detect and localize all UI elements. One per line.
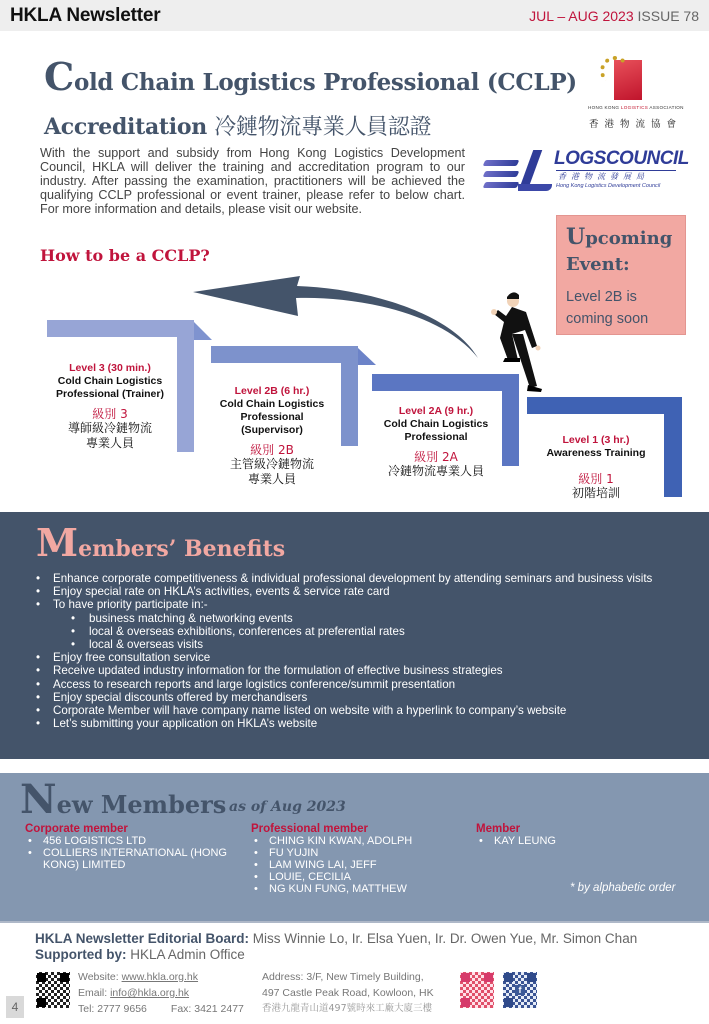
hkla-logo-english: HONG KONG LOGISTICS ASSOCIATION bbox=[588, 105, 684, 110]
telephone: Tel: 2777 9656 bbox=[78, 1003, 147, 1015]
facebook-qr-code-icon[interactable] bbox=[503, 972, 537, 1008]
upcoming-event-title: Upcoming Event: bbox=[566, 224, 673, 275]
list-item: • local & overseas visits bbox=[34, 638, 674, 651]
list-item: • FU YUJIN bbox=[251, 847, 461, 859]
new-members-as-of: as of Aug 2023 bbox=[229, 799, 346, 815]
list-item: • Receive updated industry information for the formulation of effective business strategies bbox=[34, 664, 674, 677]
editorial-board: HKLA Newsletter Editorial Board: Miss Winnie Lo, Ir. Elsa Yuen, Ir. Dr. Owen Yue, Mr. Simon Chan bbox=[35, 931, 638, 946]
article-title-line2: Accreditation 冷鏈物流專業人員認證 bbox=[44, 114, 432, 140]
divider bbox=[0, 921, 709, 923]
email-link[interactable]: info@hkla.org.hk bbox=[110, 987, 190, 999]
contact-info: Website: www.hkla.org.hk Email: info@hkla.org.hk Tel: 2777 9656 Fax: 3421 2477 bbox=[78, 971, 244, 1015]
list-item: • Enjoy free consultation service bbox=[34, 651, 674, 664]
list-item: • local & overseas exhibitions, conferences at preferential rates bbox=[34, 625, 674, 638]
howto-heading: How to be a CCLP? bbox=[40, 246, 210, 265]
logscouncil-e-icon bbox=[484, 160, 518, 190]
facebook-icon: f bbox=[515, 985, 525, 995]
hkla-logo-chinese: 香港物流協會 bbox=[588, 119, 682, 130]
logscouncil-chinese: 香港物流發展局 bbox=[558, 172, 649, 181]
address: Address: 3/F, New Timely Building, 497 Castle Peak Road, Kowloon, HK 香港九龍青山道497號時來工廠大廈三樓 bbox=[262, 971, 434, 1014]
logscouncil-logo bbox=[482, 146, 689, 196]
issue-number: ISSUE 78 bbox=[637, 8, 699, 24]
list-item: • Enjoy special rate on HKLA’s activities, events & service rate card bbox=[34, 585, 674, 598]
issue-info bbox=[529, 8, 699, 24]
fax: Fax: 3421 2477 bbox=[170, 1003, 244, 1015]
logscouncil-l-icon bbox=[518, 150, 546, 192]
upcoming-event-detail: Level 2B is coming soon bbox=[566, 289, 649, 327]
article-intro: With the support and subsidy from Hong Kong Logistics Development Council, HKLA will deliver the training and accreditation program to our industry. After passing the examination, practitioners will be achieved the qualifying CCLP professional or event trainer, please refer to below chart. For more information and details, please visit our website. bbox=[40, 146, 465, 216]
list-item: • Enhance corporate competitiveness & individual professional development by attending seminars and business visits bbox=[34, 572, 674, 585]
professional-members-heading: Professional member bbox=[251, 823, 368, 835]
issue-date: JUL – AUG 2023 bbox=[529, 8, 634, 24]
members-benefits-title: Members’ Benefits bbox=[36, 520, 286, 565]
professional-members bbox=[251, 823, 461, 895]
hkla-logo bbox=[588, 54, 683, 136]
level-2b-info: Level 2B (6 hr.) Cold Chain Logistics Professional (Supervisor) 級別 2B 主管級冷鏈物流 專業人員 bbox=[219, 385, 325, 486]
list-item: • 456 LOGISTICS LTD bbox=[25, 835, 235, 847]
logscouncil-subtitle: Hong Kong Logistics Development Council bbox=[556, 183, 661, 189]
list-item: • Enjoy special discounts offered by merchandisers bbox=[34, 691, 674, 704]
list-item: • KAY LEUNG bbox=[476, 835, 656, 847]
level-3-info: Level 3 (30 min.) Cold Chain Logistics Professional (Trainer) 級別 3 導師級冷鏈物流 專業人員 bbox=[56, 362, 164, 450]
level-1-info: Level 1 (3 hr.) Awareness Training 級別 1 初階培訓 bbox=[546, 434, 646, 500]
list-item: • LOUIE, CECILIA bbox=[251, 871, 461, 883]
list-item: • CHING KIN KWAN, ADOLPH bbox=[251, 835, 461, 847]
list-item: • Corporate Member will have company name listed on website with a hyperlink to company’s website bbox=[34, 704, 674, 717]
website-qr-code-icon[interactable] bbox=[36, 972, 70, 1008]
article-title-line1: Cold Chain Logistics Professional (CCLP) bbox=[44, 54, 577, 99]
new-members-title: New Members bbox=[20, 776, 227, 823]
list-item: • NG KUN FUNG, MATTHEW bbox=[251, 883, 461, 895]
list-item: • To have priority participate in:- bbox=[34, 598, 674, 611]
list-item: • Access to research reports and large logistics conference/summit presentation bbox=[34, 678, 674, 691]
newsletter-title: HKLA Newsletter bbox=[10, 5, 161, 26]
benefits-list bbox=[34, 572, 674, 730]
alphabetic-order-note: * by alphabetic order bbox=[570, 882, 676, 894]
website-link[interactable]: www.hkla.org.hk bbox=[121, 971, 199, 983]
list-item: • business matching & networking events bbox=[34, 612, 674, 625]
dragon-icon bbox=[600, 56, 630, 86]
list-item: • COLLIERS INTERNATIONAL (HONG KONG) LIMITED bbox=[25, 847, 235, 871]
list-item: • LAM WING LAI, JEFF bbox=[251, 859, 461, 871]
page-number: 4 bbox=[6, 996, 24, 1018]
progress-arrow-icon bbox=[193, 276, 478, 358]
corporate-members bbox=[25, 823, 235, 871]
logscouncil-name: LOGSCOUNCIL bbox=[554, 148, 689, 169]
regular-members bbox=[476, 823, 656, 847]
list-item: • Let’s submitting your application on HKLA’s website bbox=[34, 717, 674, 730]
supported-by: Supported by: HKLA Admin Office bbox=[35, 947, 245, 962]
corporate-members-heading: Corporate member bbox=[25, 823, 128, 835]
level-2a-info: Level 2A (9 hr.) Cold Chain Logistics Professional 級別 2A 冷鏈物流專業人員 bbox=[383, 405, 489, 478]
instagram-qr-code-icon[interactable] bbox=[460, 972, 494, 1008]
regular-members-heading: Member bbox=[476, 823, 521, 835]
